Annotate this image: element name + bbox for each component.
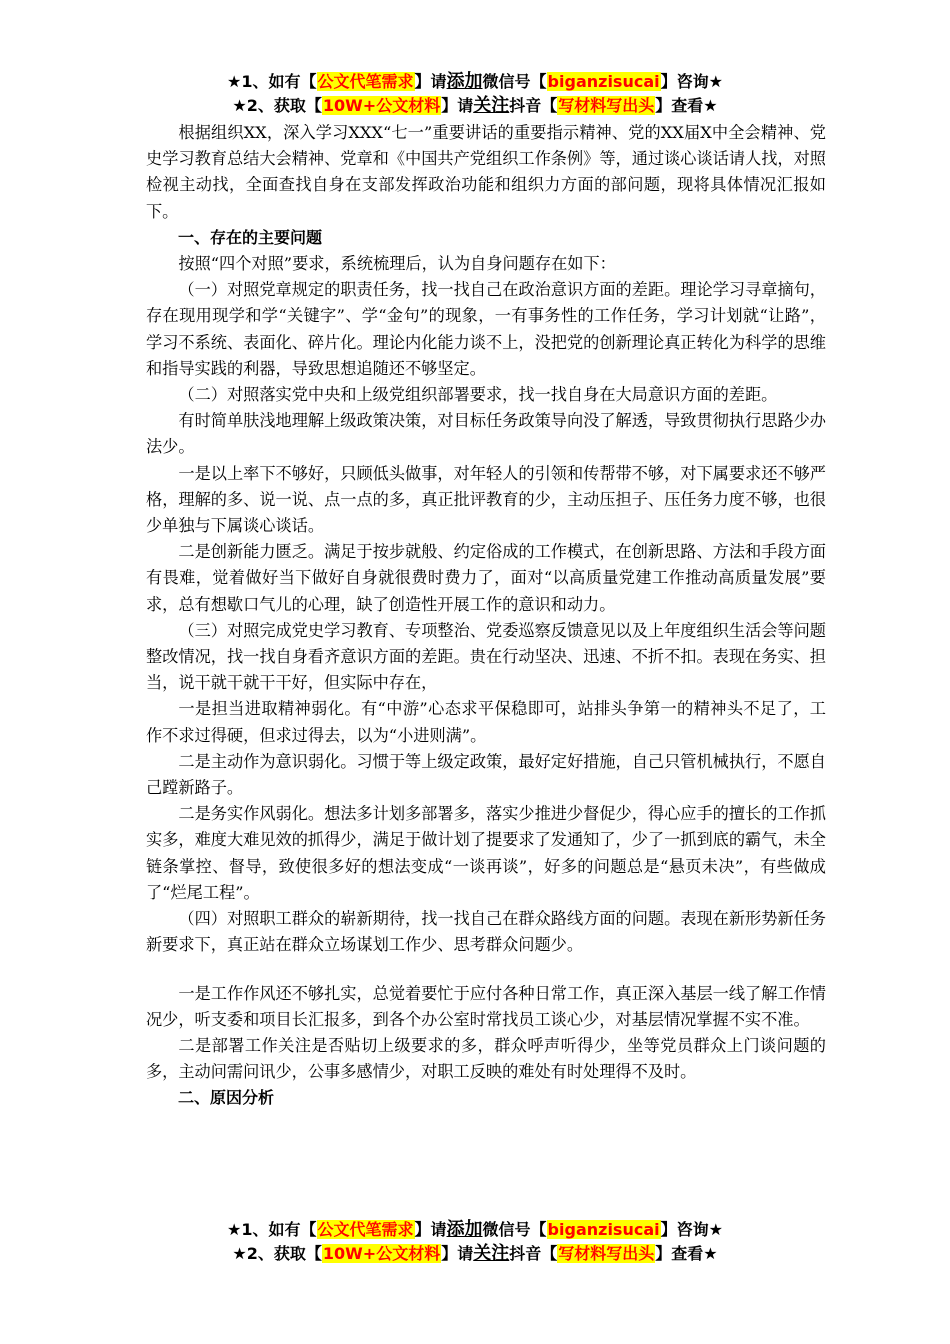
paragraph: 一是以上率下不够好，只顾低头做事，对年轻人的引领和传帮带不够，对下属要求还不够严格，理解的多、说一说、点一点的多，真正批评教育的少，主动压担子、压任务力度不够，也很少单独与下属谈心谈话。 xyxy=(146,463,826,536)
promo-highlight: 10W+公文材料 xyxy=(322,96,441,115)
paragraph: 一是工作作风还不够扎实，总觉着要忙于应付各种日常工作，真正深入基层一线了解工作情况少，听支委和项目长汇报多，到各个办公室时常找员工谈心少，对基层情况掌握不实不准。 xyxy=(146,983,826,1029)
promo-line-1 xyxy=(0,70,950,94)
paragraph: （一）对照党章规定的职责任务，找一找自己在政治意识方面的差距。理论学习寻章摘句，存在现用现学和学“关键字”、学“金句”的现象，一有事务性的工作任务，学习计划就“让路”，学习不系统、表面化、碎片化。理论内化能力谈不上，没把党的创新理论真正转化为科学的思维和指导实践的利器，导致思想追随还不够坚定。 xyxy=(146,280,826,378)
promo-text: 】查看★ xyxy=(655,96,718,115)
paragraph-intro: 根据组织XX，深入学习XXX“七一”重要讲话的重要指示精神、党的XX届X中全会精神、党史学习教育总结大会精神、党章和《中国共产党组织工作条例》等，通过谈心谈话请人找，对照检视主动找，全面查找自身在支部发挥政治功能和组织力方面的部问题，现将具体情况汇报如下。 xyxy=(146,123,826,221)
promo-text: 】请 xyxy=(414,1220,447,1239)
promo-text: ★1、如有【 xyxy=(227,72,317,91)
promo-highlight: 写材料写出头 xyxy=(558,96,655,115)
promo-text: ★1、如有【 xyxy=(227,1220,317,1239)
promo-text: 】请 xyxy=(441,1244,474,1263)
promo-text: 抖音【 xyxy=(509,96,558,115)
paragraph: 二是部署工作关注是否贴切上级要求的多，群众呼声听得少，坐等党员群众上门谈问题的多，主动问需问讯少，公事多感情少，对职工反映的难处有时处理得不及时。 xyxy=(146,1035,826,1082)
paragraph: 二是主动作为意识弱化。习惯于等上级定政策，最好定好措施，自己只管机械执行，不愿自己蹚新路子。 xyxy=(146,751,826,798)
promo-emphasis: 关注 xyxy=(473,95,510,116)
paragraph: 二是务实作风弱化。想法多计划多部署多，落实少推进少督促少，得心应手的擅长的工作抓实多，难度大难见效的抓得少，满足于做计划了提要求了发通知了，少了一抓到底的霸气，未全链条掌控、督导，致使很多好的想法变成“一谈再谈”，好多的问题总是“悬页未决”，有些做成了“烂尾工程”。 xyxy=(146,804,826,902)
document-body xyxy=(146,120,826,1112)
promo-highlight: 公文代笔需求 xyxy=(317,1220,414,1239)
section-heading: 二、原因分析 xyxy=(178,1088,275,1108)
paragraph: （四）对照职工群众的崭新期待，找一找自己在群众路线方面的问题。表现在新形势新任务新要求下，真正站在群众立场谋划工作少、思考群众问题少。 xyxy=(146,909,826,955)
promo-line-2-footer xyxy=(0,1242,950,1266)
promo-text: 】咨询★ xyxy=(660,72,723,91)
promo-text: 微信号【 xyxy=(482,1220,547,1239)
promo-highlight: 公文代笔需求 xyxy=(317,72,414,91)
promo-text: 微信号【 xyxy=(482,72,547,91)
promo-text: 】咨询★ xyxy=(660,1220,723,1239)
promo-text: 】请 xyxy=(414,72,447,91)
paragraph: 一是担当进取精神弱化。有“中游”心态求平保稳即可，站排头争第一的精神头不足了，工作不求过得硬，但求过得去，以为“小进则满”。 xyxy=(146,699,826,745)
paragraph: （二）对照落实党中央和上级党组织部署要求，找一找自身在大局意识方面的差距。 xyxy=(178,385,778,405)
paragraph: 二是创新能力匮乏。满足于按步就般、约定俗成的工作模式，在创新思路、方法和手段方面有畏难，觉着做好当下做好自身就很费时费力了，面对“以高质量党建工作推动高质量发展”要求，总有想歇口气儿的心理，缺了创造性开展工作的意识和动力。 xyxy=(146,542,826,614)
promo-highlight: biganzisucai xyxy=(547,1220,660,1239)
promo-text: 抖音【 xyxy=(509,1244,558,1263)
promo-emphasis: 关注 xyxy=(473,1243,510,1264)
promo-text: 】查看★ xyxy=(655,1244,718,1263)
paragraph: （三）对照完成党史学习教育、专项整治、党委巡察反馈意见以及上年度组织生活会等问题整改情况，找一找自身看齐意识方面的差距。贵在行动坚决、迅速、不折不扣。表现在务实、担当，说干就干就干干好，但实际中存在， xyxy=(146,620,826,693)
paragraph: 有时简单肤浅地理解上级政策决策，对目标任务政策导向没了解透，导致贯彻执行思路少办法少。 xyxy=(146,411,826,457)
promo-highlight: 10W+公文材料 xyxy=(322,1244,441,1263)
promo-highlight: 写材料写出头 xyxy=(558,1244,655,1263)
promo-emphasis: 添加 xyxy=(446,71,483,92)
promo-highlight: biganzisucai xyxy=(547,72,660,91)
paragraph: 按照“四个对照”要求，系统梳理后，认为自身问题存在如下： xyxy=(178,254,616,274)
section-heading: 一、存在的主要问题 xyxy=(178,227,323,247)
promo-line-2 xyxy=(0,94,950,118)
promo-text: 】请 xyxy=(441,96,474,115)
promo-line-1-footer xyxy=(0,1218,950,1242)
promo-text: ★2、获取【 xyxy=(232,1244,322,1263)
promo-text: ★2、获取【 xyxy=(232,96,322,115)
promo-emphasis: 添加 xyxy=(446,1219,483,1240)
